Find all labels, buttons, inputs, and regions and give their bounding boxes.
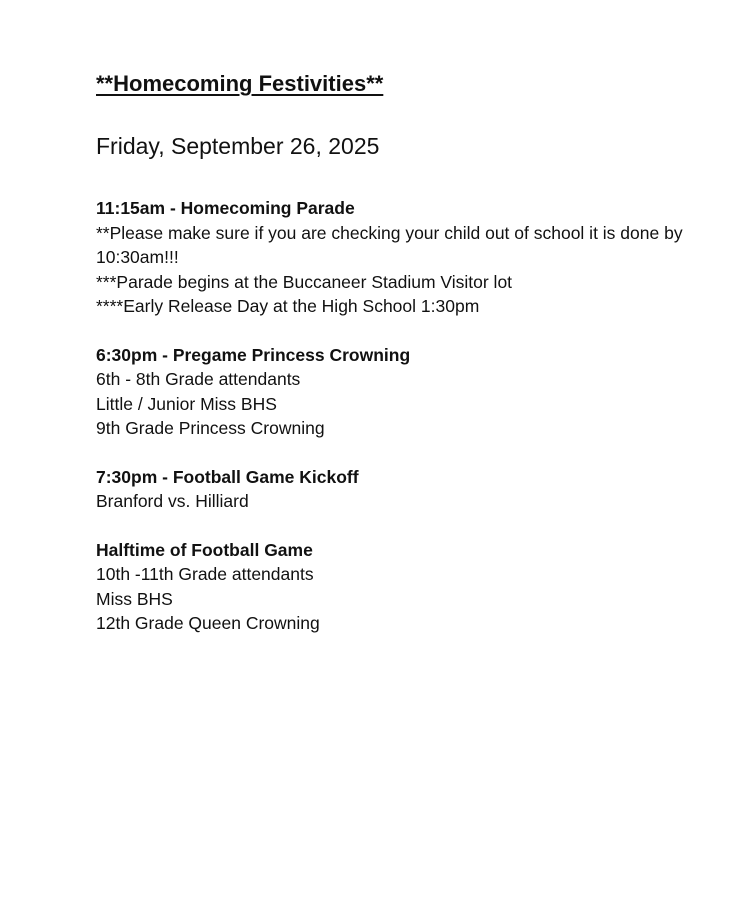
section-heading: 11:15am - Homecoming Parade (96, 198, 355, 218)
event-date: Friday, September 26, 2025 (96, 133, 380, 159)
section-heading: 6:30pm - Pregame Princess Crowning (96, 344, 411, 365)
document-title: **Homecoming Festivities** (96, 71, 384, 96)
section-pregame-princess-crowning (96, 343, 706, 441)
section-line: Little / Junior Miss BHS (96, 393, 277, 414)
section-heading: 7:30pm - Football Game Kickoff (96, 466, 359, 487)
document-page (96, 68, 706, 636)
section-line: Branford vs. Hilliard (96, 491, 249, 511)
section-line: **Please make sure if you are checking your child out of school it is done by 10:30am!!! (96, 222, 683, 267)
section-line: ****Early Release Day at the High School 1:30pm (96, 296, 480, 316)
section-line: ***Parade begins at the Buccaneer Stadium Visitor lot (96, 271, 513, 292)
section-line: Miss BHS (96, 588, 173, 609)
section-line: 9th Grade Princess Crowning (96, 418, 325, 438)
section-homecoming-parade (96, 196, 706, 319)
section-halftime (96, 538, 706, 636)
section-heading: Halftime of Football Game (96, 539, 313, 560)
section-football-game-kickoff (96, 465, 706, 514)
section-line: 6th - 8th Grade attendants (96, 369, 301, 389)
section-line: 10th -11th Grade attendants (96, 564, 314, 584)
section-line: 12th Grade Queen Crowning (96, 613, 320, 633)
